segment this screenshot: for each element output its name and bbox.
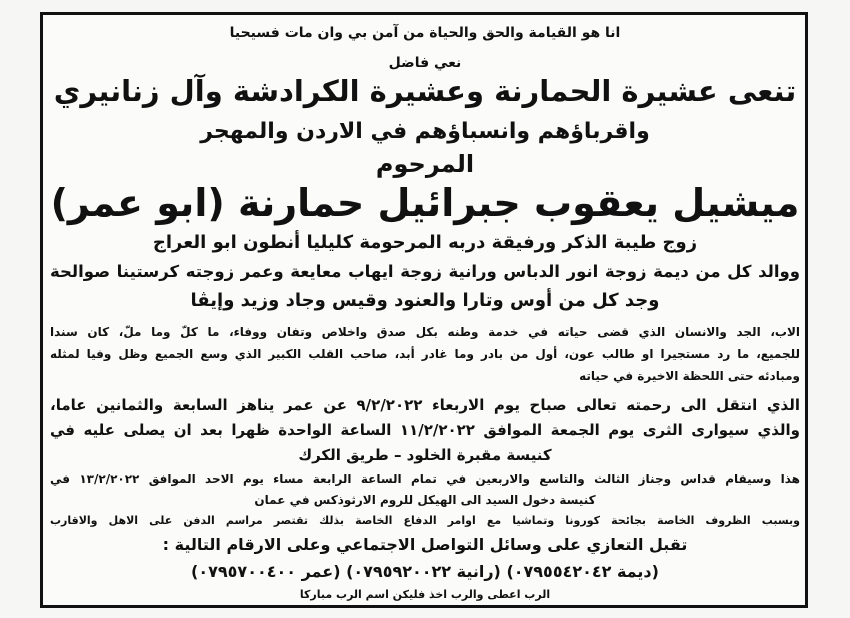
scripture-verse: انا هو القيامة والحق والحياة من آمن بي وان مات فسيحيا (229, 25, 621, 41)
eulogy-line-3: ومبادئه حتى اللحظة الاخيرة في حياته (579, 369, 800, 383)
burial-church: كنيسة مقبرة الخلود – طريق الكرك (298, 446, 552, 464)
deceased-title: المرحوم (375, 150, 475, 178)
eulogy-line-1: الاب، الجد والانسان الذي قضى حياته في خدمة وطنه بكل صدق واخلاص وتفان ووفاء، ما كلّ وما ملّ، كان سندا (50, 325, 800, 339)
mass-line-1: هذا وسيقام قداس وجناز الثالث والتاسع والاربعين في تمام الساعة الرابعة مساء يوم الاحد الموافق ١٣/٢/٢٠٢٢ في (50, 472, 800, 486)
death-line-2: والذي سيوارى الثرى يوم الجمعة الموافق ١١/٢/٢٠٢٢ الساعة الواحدة ظهرا بعد ان يصلى عليه في (50, 421, 800, 439)
death-line-1: الذي انتقل الى رحمته تعالى صباح يوم الاربعاء ٩/٢/٢٠٢٢ عن عمر يناهز السابعة والثمانين عاما، (50, 396, 800, 414)
covid-notice: وبسبب الظروف الخاصة بجائحة كورونا وتماشيا مع اوامر الدفاع الخاصة بذلك تقتصر مراسم الدفن على الاهل والاقارب (50, 514, 800, 527)
obituary-intro: نعي فاضل (388, 55, 462, 71)
contact-phones: (ديمة ٠٧٩٥٥٤٢٠٤٢) (رانية ٠٧٩٥٩٢٠٠٢٢) (عمر ٠٧٩٥٧٠٠٤٠٠) (191, 562, 659, 581)
closing-verse: الرب اعطى والرب اخذ فليكن اسم الرب مباركا (299, 588, 551, 601)
children-line: ووالد كل من ديمة زوجة انور الدباس ورانية زوجة ايهاب معايعة وعمر زوجته كرستينا صوالحة (50, 262, 800, 281)
eulogy-line-2: للجميع، ما رد مستجيرا او طالب عون، أول من بادر وما غادر أبد، صاحب القلب الكبير الذي وسع الجميع وظل وفيا لمثله (50, 347, 800, 361)
grandchildren-line: وجد كل من أوس وتارا والعنود وقيس وجاد وزيد وإيڤا (190, 290, 660, 311)
deceased-name: ميشيل يعقوب جبرائيل حمارنة (ابو عمر) (50, 181, 800, 225)
condolence-heading: تقبل التعازي على وسائل التواصل الاجتماعي وعلى الارقام التالية : (162, 535, 688, 554)
mass-line-2: كنيسة دخول السيد الى الهيكل للروم الارثوذكس في عمان (254, 493, 596, 507)
spouse-line: زوج طيبة الذكر ورفيقة دربه المرحومة كليليا أنطون ابو العراج (152, 232, 698, 253)
relatives-line: واقرباؤهم وانسباؤهم في الاردن والمهجر (200, 119, 650, 144)
families-heading: تنعى عشيرة الحمارنة وعشيرة الكرادشة وآل زنانيري (53, 74, 797, 108)
